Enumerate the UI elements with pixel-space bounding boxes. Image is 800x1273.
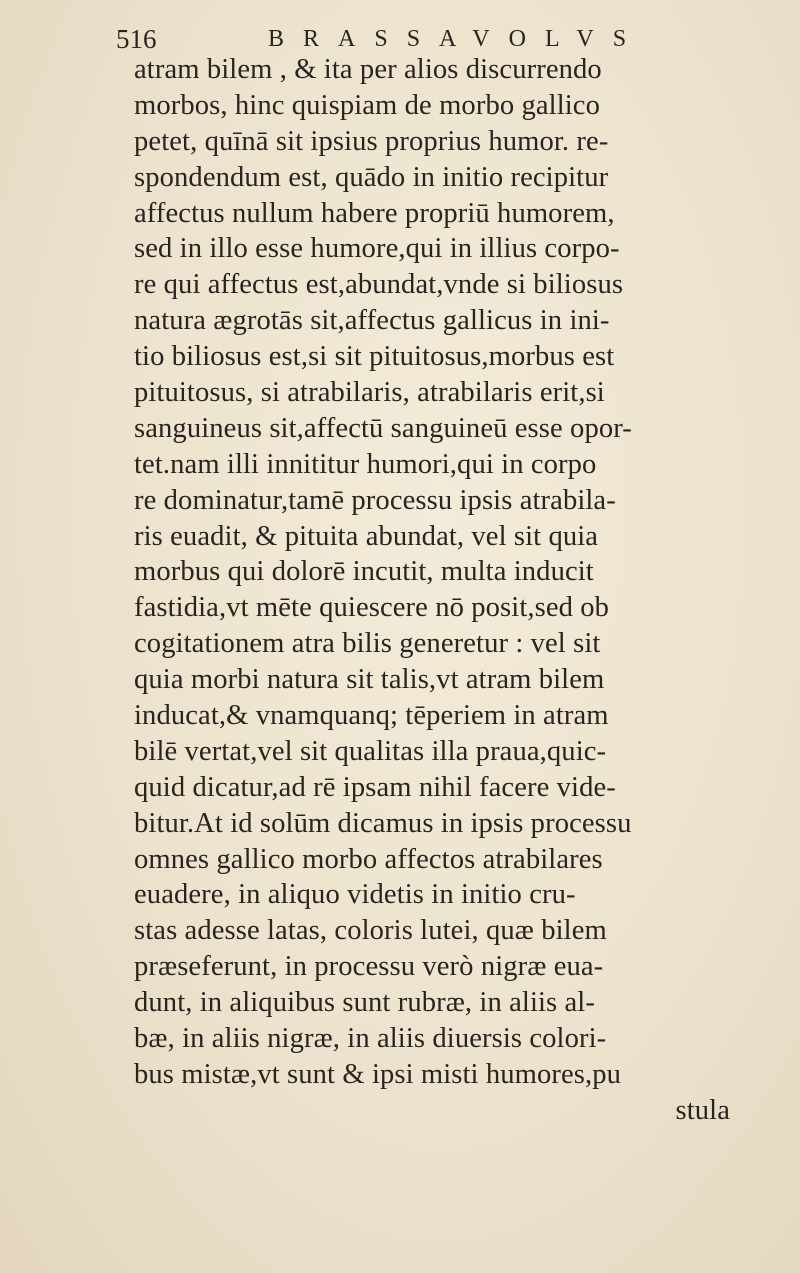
text-line: sed in illo esse humore,qui in illius corpo- xyxy=(134,233,620,265)
text-line: bæ, in aliis nigræ, in aliis diuersis colori- xyxy=(134,1023,607,1055)
text-line: sanguineus sit,affectū sanguineū esse opor- xyxy=(134,412,632,444)
text-line: re dominatur,tamē processu ipsis atrabila- xyxy=(134,484,616,516)
text-line: tio biliosus est,si sit pituitosus,morbus est xyxy=(134,341,615,373)
text-line: ris euadit, & pituita abundat, vel sit quia xyxy=(134,520,599,552)
text-line: spondendum est, quādo in initio recipitur xyxy=(134,161,609,193)
text-line: euadere, in aliquo videtis in initio cru- xyxy=(134,879,576,911)
text-line: cogitationem atra bilis generetur : vel sit xyxy=(134,628,601,660)
text-line: bilē vertat,vel sit qualitas illa praua,quic- xyxy=(134,735,607,767)
text-line: fastidia,vt mēte quiescere nō posit,sed ob xyxy=(134,592,610,624)
text-line: re qui affectus est,abundat,vnde si biliosus xyxy=(134,269,624,301)
text-line: omnes gallico morbo affectos atrabilares xyxy=(134,843,603,875)
text-line: quid dicatur,ad rē ipsam nihil facere vide- xyxy=(134,771,616,803)
text-line: pituitosus, si atrabilaris, atrabilaris erit,si xyxy=(134,377,605,409)
text-line: morbus qui dolorē incutit, multa inducit xyxy=(134,556,594,588)
text-line: tet.nam illi innititur humori,qui in corpo xyxy=(134,448,597,480)
catchword: stula xyxy=(675,1094,730,1126)
text-line: natura ægrotās sit,affectus gallicus in ini- xyxy=(134,305,610,337)
text-line: inducat,& vnamquanq; tēperiem in atram xyxy=(134,700,609,732)
text-line: affectus nullum habere propriū humorem, xyxy=(134,197,615,229)
text-line: morbos, hinc quispiam de morbo gallico xyxy=(134,89,600,121)
text-line: bitur.At id solūm dicamus in ipsis processu xyxy=(134,807,632,839)
text-line: dunt, in aliquibus sunt rubræ, in aliis al- xyxy=(134,987,595,1019)
text-line: bus mistæ,vt sunt & ipsi misti humores,pu xyxy=(134,1058,622,1090)
page-number: 516 xyxy=(116,24,157,54)
text-line: præseferunt, in processu verò nigræ eua- xyxy=(134,951,604,983)
text-line: petet, quīnā sit ipsius proprius humor. re- xyxy=(134,125,609,157)
body-text xyxy=(134,52,774,1129)
text-line: stas adesse latas, coloris lutei, quæ bilem xyxy=(134,915,607,947)
running-title: BRASSAVOLVS xyxy=(268,26,646,52)
text-line: atram bilem , & ita per alios discurrendo xyxy=(134,54,602,85)
text-line: quia morbi natura sit talis,vt atram bilem xyxy=(134,664,605,696)
